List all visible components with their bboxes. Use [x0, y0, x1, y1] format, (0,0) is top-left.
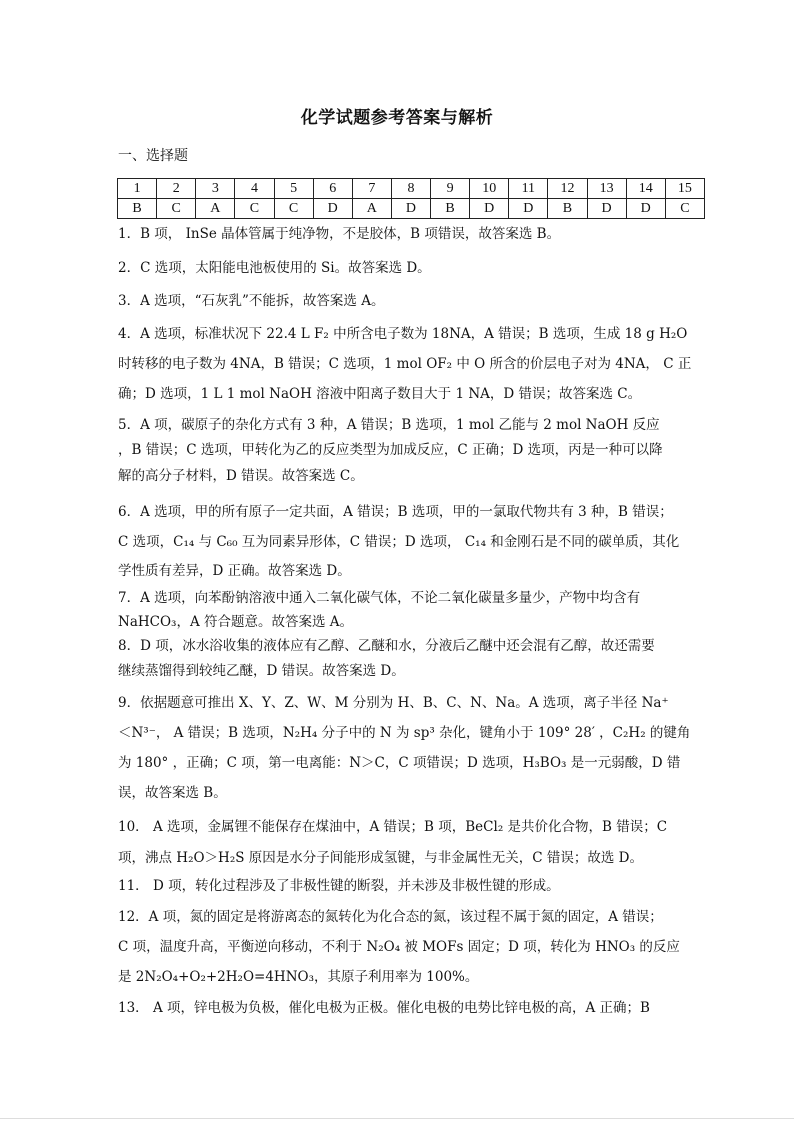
explanation-line: 10． A 选项，金属锂不能保存在煤油中，A 错误；B 项，BeCl₂ 是共价化合物，B 错误；C [118, 819, 668, 835]
answer-cell: D [391, 199, 430, 219]
answer-table [117, 178, 705, 219]
answer-cell: C [157, 199, 196, 219]
answer-cell: D [470, 199, 509, 219]
answer-cell: D [509, 199, 548, 219]
question-number: 8 [391, 179, 430, 199]
answer-cell: A [196, 199, 235, 219]
explanation-line: ，B 错误；C 选项，甲转化为乙的反应类型为加成反应，C 正确；D 选项，丙是一种可以降 [118, 442, 663, 458]
answer-cell: C [274, 199, 313, 219]
explanation-line: NaHCO₃，A 符合题意。故答案选 A。 [118, 614, 354, 630]
answer-cell: D [626, 199, 665, 219]
answer-cell: C [665, 199, 704, 219]
question-number: 15 [665, 179, 704, 199]
explanation-line: 2．C 选项，太阳能电池板使用的 Si。故答案选 D。 [118, 260, 431, 276]
question-number: 11 [509, 179, 548, 199]
explanation-line: 项，沸点 H₂O＞H₂S 原因是水分子间能形成氢键，与非金属性无关，C 错误；故选 D。 [118, 850, 644, 866]
answer-cell: B [548, 199, 587, 219]
explanation-line: 13． A 项，锌电极为负极，催化电极为正极。催化电极的电势比锌电极的高，A 正确；B [118, 1000, 650, 1016]
explanation-line: C 选项，C₁₄ 与 C₆₀ 互为同素异形体，C 错误；D 选项， C₁₄ 和金刚石是不同的碳单质，其化 [118, 534, 680, 550]
question-number: 9 [431, 179, 470, 199]
explanation-line: 时转移的电子数为 4NA，B 错误；C 选项，1 mol OF₂ 中 O 所含的价层电子对为 4NA， C 正 [118, 356, 692, 372]
explanation-line: 确；D 选项，1 L 1 mol NaOH 溶液中阳离子数目大于 1 NA，D 错误；故答案选 C。 [118, 386, 642, 402]
explanation-line: C 项，温度升高，平衡逆向移动，不利于 N₂O₄ 被 MOFs 固定；D 项，转化为 HNO₃ 的反应 [118, 939, 680, 955]
question-number: 4 [235, 179, 274, 199]
explanation-line: 6．A 选项，甲的所有原子一定共面，A 错误；B 选项，甲的一氯取代物共有 3 种，B 错误； [118, 504, 673, 520]
explanation-line: 4．A 选项，标准状况下 22.4 L F₂ 中所含电子数为 18NA，A 错误；B 选项，生成 18 g H₂O [118, 326, 688, 342]
answer-cell: D [313, 199, 352, 219]
question-number: 6 [313, 179, 352, 199]
explanation-line: 11． D 项，转化过程涉及了非极性键的断裂，并未涉及非极性键的形成。 [118, 878, 560, 894]
question-number: 1 [118, 179, 157, 199]
answer-cell: A [352, 199, 391, 219]
question-number: 10 [470, 179, 509, 199]
question-number: 5 [274, 179, 313, 199]
explanation-line: 3．A 选项，“石灰乳”不能拆，故答案选 A。 [118, 293, 385, 309]
explanation-line: 12．A 项，氮的固定是将游离态的氮转化为化合态的氮，该过程不属于氮的固定，A 错误； [118, 909, 663, 925]
question-number: 13 [587, 179, 626, 199]
explanation-line: 是 2N₂O₄+O₂+2H₂O=4HNO₃，其原子利用率为 100%。 [118, 969, 479, 985]
answer-cell: C [235, 199, 274, 219]
explanation-line: 7．A 选项，向苯酚钠溶液中通入二氧化碳气体，不论二氧化碳量多量少，产物中均含有 [118, 590, 641, 606]
question-number: 12 [548, 179, 587, 199]
explanation-line: 为 180° ，正确；C 项，第一电离能：N＞C，C 项错误；D 选项，H₃BO₃ 是一元弱酸，D 错 [118, 755, 681, 771]
explanation-line: 解的高分子材料，D 错误。故答案选 C。 [118, 468, 364, 484]
page-title: 化学试题参考答案与解析 [300, 108, 494, 128]
question-number: 2 [157, 179, 196, 199]
question-number: 14 [626, 179, 665, 199]
answer-table-number-row [118, 179, 705, 199]
section-heading: 一、选择题 [118, 148, 188, 164]
explanation-line: 9．依据题意可推出 X、Y、Z、W、M 分别为 H、B、C、N、Na。A 选项，离子半径 Na⁺ [118, 695, 669, 711]
answer-cell: B [431, 199, 470, 219]
explanation-line: 学性质有差异，D 正确。故答案选 D。 [118, 563, 351, 579]
answer-table-answer-row [118, 199, 705, 219]
explanation-line: 1．B 项， InSe 晶体管属于纯净物，不是胶体，B 项错误，故答案选 B。 [118, 226, 561, 242]
page-bottom-rule [0, 1118, 794, 1119]
explanation-line: ＜N³⁻， A 错误；B 选项，N₂H₄ 分子中的 N 为 sp³ 杂化，键角小于 109° 28′ ，C₂H₂ 的键角 [118, 725, 691, 741]
explanation-line: 8．D 项，冰水浴收集的液体应有乙醇、乙醚和水，分液后乙醚中还会混有乙醇，故还需要 [118, 638, 655, 654]
explanation-line: 误，故答案选 B。 [118, 785, 227, 801]
question-number: 3 [196, 179, 235, 199]
explanation-line: 继续蒸馏得到较纯乙醚，D 错误。故答案选 D。 [118, 663, 405, 679]
explanation-line: 5．A 项，碳原子的杂化方式有 3 种，A 错误；B 选项，1 mol 乙能与 2 mol NaOH 反应 [118, 417, 660, 433]
answer-cell: D [587, 199, 626, 219]
answer-cell: B [118, 199, 157, 219]
question-number: 7 [352, 179, 391, 199]
